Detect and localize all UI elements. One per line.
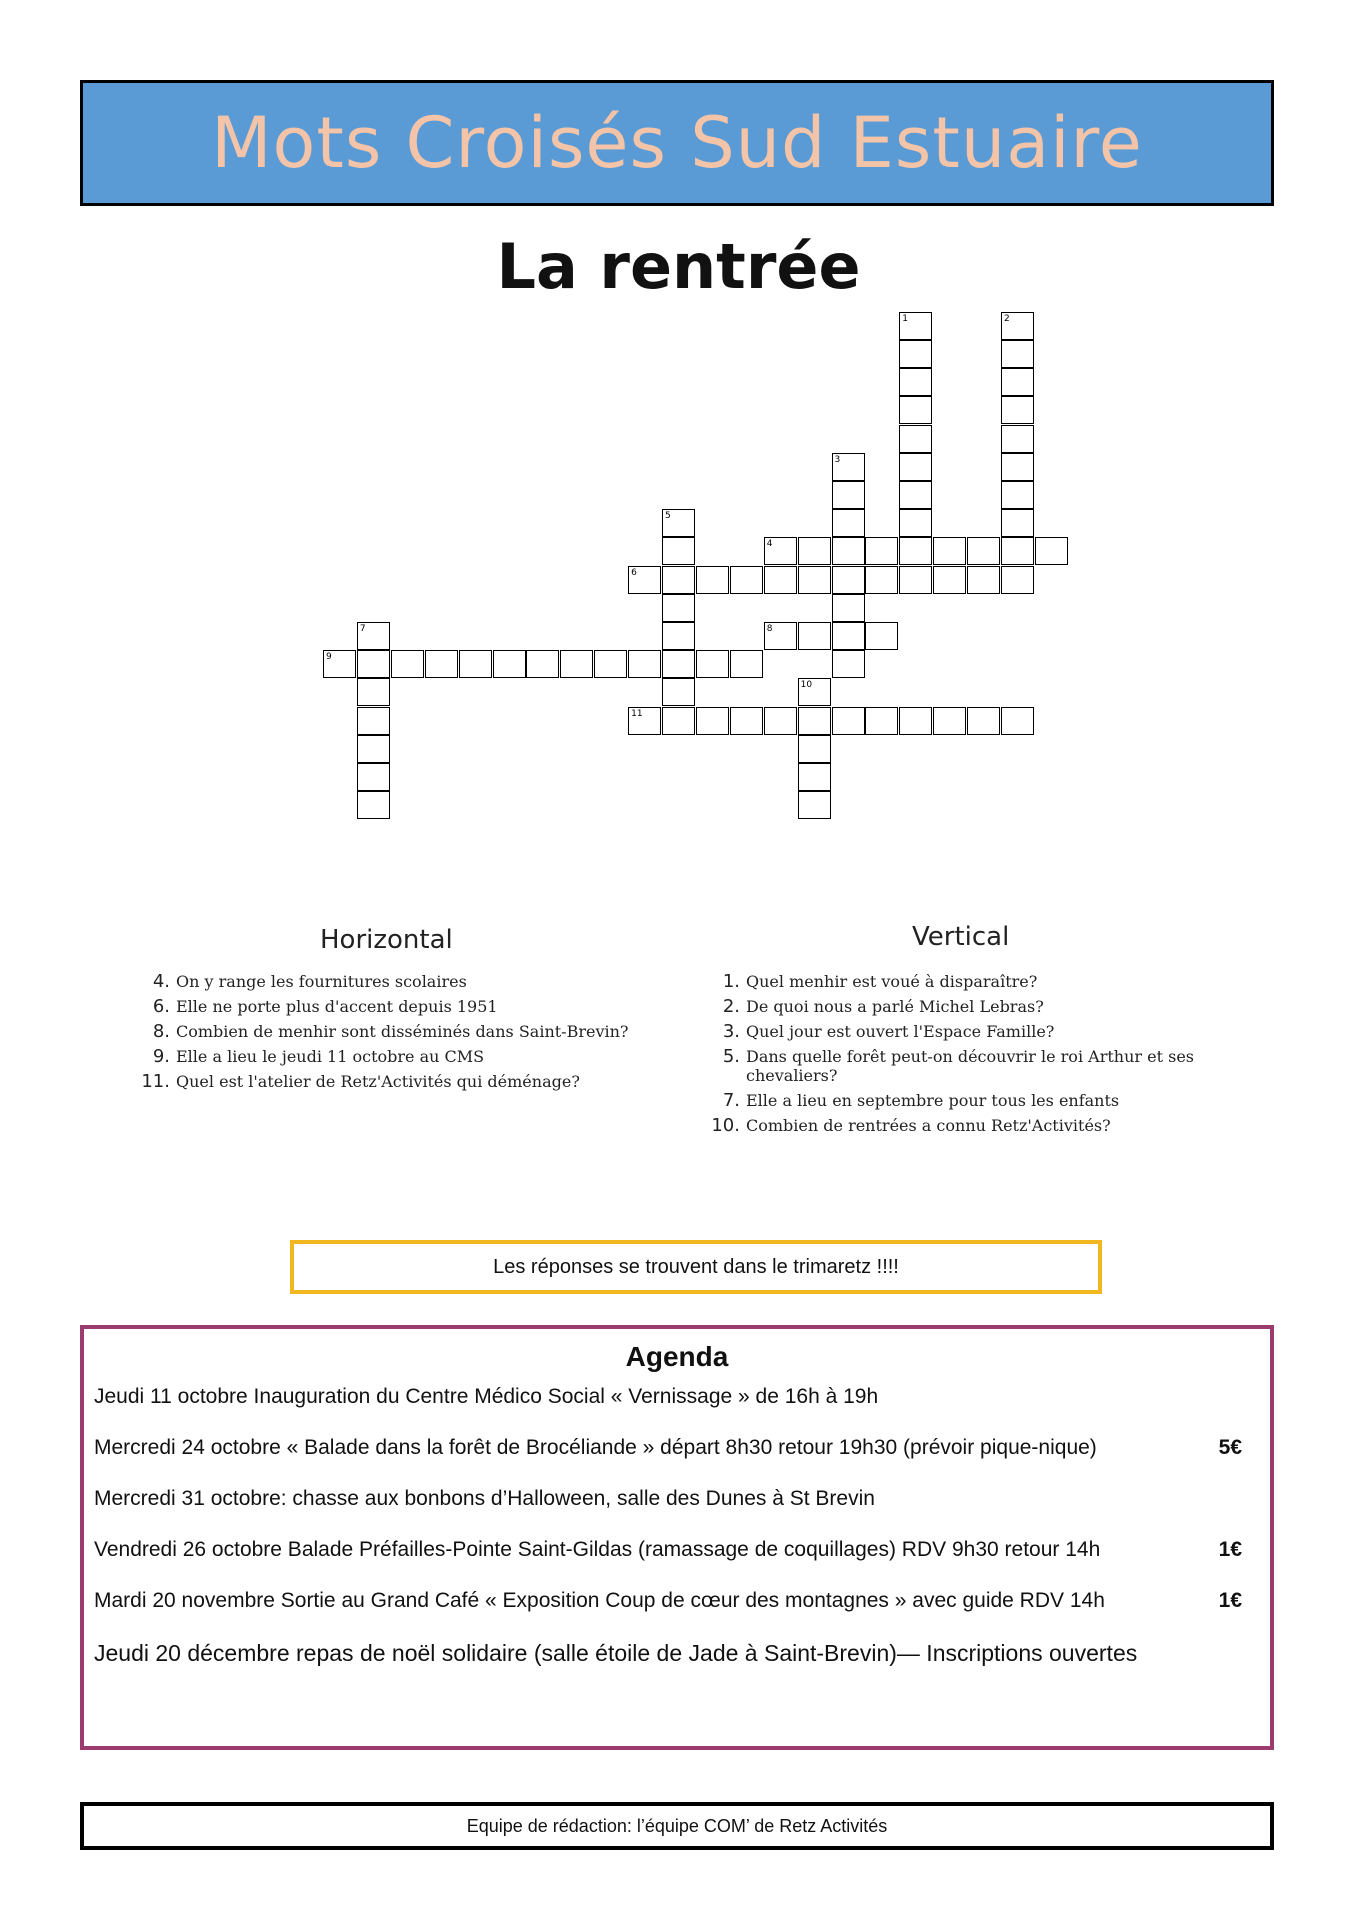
grid-cell <box>798 791 831 819</box>
clue-text: Dans quelle forêt peut-on découvrir le roi Arthur et ses chevaliers? <box>746 1047 1194 1085</box>
down-clues <box>700 972 1260 1141</box>
grid-cell <box>391 650 424 678</box>
down-heading: Vertical <box>912 922 1010 952</box>
grid-cell <box>357 763 390 791</box>
grid-cell <box>899 396 932 424</box>
clue-number: 6. <box>152 996 170 1017</box>
grid-cell <box>1001 425 1034 453</box>
clue-text: Combien de rentrées a connu Retz'Activités? <box>746 1116 1111 1135</box>
grid-number: 2 <box>1004 313 1010 324</box>
answers-note-box <box>290 1240 1102 1294</box>
clue-item <box>130 997 690 1016</box>
agenda-item-text: Vendredi 26 octobre Balade Préfailles-Pointe Saint-Gildas (ramassage de coquillages) RDV 9h30 retour 14h <box>94 1538 1101 1561</box>
grid-cell <box>899 707 932 735</box>
clue-text: On y range les fournitures scolaires <box>176 972 467 991</box>
clue-item <box>700 997 1260 1016</box>
grid-cell <box>832 481 865 509</box>
grid-cell <box>967 707 1000 735</box>
grid-cell <box>1001 707 1034 735</box>
grid-cell <box>832 537 865 565</box>
grid-cell <box>1001 368 1034 396</box>
agenda-item-text: Jeudi 11 octobre Inauguration du Centre Médico Social « Vernissage » de 16h à 19h <box>94 1385 879 1408</box>
grid-cell <box>832 566 865 594</box>
grid-cell <box>526 650 559 678</box>
agenda-item <box>94 1640 1260 1691</box>
grid-cell <box>1001 537 1034 565</box>
grid-cell <box>1001 566 1034 594</box>
puzzle-subtitle: La rentrée <box>496 230 861 303</box>
clue-item <box>700 1047 1260 1085</box>
clue-number: 10. <box>711 1115 740 1136</box>
grid-cell <box>730 707 763 735</box>
clue-text: Quel menhir est voué à disparaître? <box>746 972 1038 991</box>
grid-cell <box>560 650 593 678</box>
grid-cell <box>493 650 526 678</box>
grid-cell <box>832 650 865 678</box>
clue-number: 9. <box>152 1046 170 1067</box>
grid-cell <box>1035 537 1068 565</box>
clue-text: Elle ne porte plus d'accent depuis 1951 <box>176 997 498 1016</box>
clue-number: 5. <box>722 1046 740 1067</box>
agenda-item-text: Mardi 20 novembre Sortie au Grand Café « Exposition Coup de cœur des montagnes » avec guide RDV 14h <box>94 1589 1105 1612</box>
clue-number: 4. <box>152 971 170 992</box>
grid-cell <box>832 707 865 735</box>
clue-text: Elle a lieu en septembre pour tous les enfants <box>746 1091 1120 1110</box>
grid-cell <box>696 707 729 735</box>
grid-cell <box>459 650 492 678</box>
grid-cell <box>730 566 763 594</box>
grid-number: 7 <box>359 624 366 634</box>
agenda-item-price: 1€ <box>1218 1589 1242 1612</box>
grid-cell <box>696 650 729 678</box>
clue-number: 8. <box>152 1021 170 1042</box>
grid-cell <box>662 537 695 565</box>
grid-cell <box>899 453 932 481</box>
grid-cell <box>933 566 966 594</box>
grid-cell <box>865 537 898 565</box>
page-title: Mots Croisés Sud Estuaire <box>211 102 1143 184</box>
grid-number: 1 <box>902 313 909 324</box>
grid-cell <box>865 566 898 594</box>
agenda-item <box>94 1538 1260 1589</box>
grid-cell <box>662 594 695 622</box>
footer <box>80 1802 1274 1850</box>
grid-number: 4 <box>766 539 773 550</box>
grid-cell <box>1001 396 1034 424</box>
grid-number: 5 <box>665 511 671 522</box>
clue-text: Quel jour est ouvert l'Espace Famille? <box>746 1022 1055 1041</box>
grid-cell <box>899 537 932 565</box>
agenda-title: Agenda <box>625 1341 729 1372</box>
agenda-item-text: Jeudi 20 décembre repas de noël solidaire (salle étoile de Jade à Saint-Brevin)— Inscriptions ouvertes <box>94 1640 1138 1666</box>
clue-item <box>130 1072 690 1091</box>
grid-cell <box>967 566 1000 594</box>
agenda-item-price: 1€ <box>1218 1538 1242 1561</box>
grid-cell <box>662 650 695 678</box>
grid-cell <box>899 368 932 396</box>
agenda-item-price: 5€ <box>1218 1436 1242 1459</box>
agenda-item <box>94 1589 1260 1640</box>
grid-cell <box>1001 453 1034 481</box>
grid-cell <box>798 566 831 594</box>
grid-cell <box>1001 481 1034 509</box>
grid-cell <box>899 481 932 509</box>
agenda-item <box>94 1436 1260 1487</box>
grid-cell <box>662 707 695 735</box>
grid-cell <box>798 537 831 565</box>
clue-text: Elle a lieu le jeudi 11 octobre au CMS <box>176 1047 485 1066</box>
grid-cell <box>1001 340 1034 368</box>
answers-note: Les réponses se trouvent dans le trimaretz !!!! <box>493 1255 899 1278</box>
grid-number: 3 <box>834 454 841 465</box>
grid-cell <box>662 622 695 650</box>
grid-cell <box>696 566 729 594</box>
clue-number: 7. <box>722 1090 740 1111</box>
clue-item <box>130 1022 690 1041</box>
grid-cell <box>662 566 695 594</box>
grid-cell <box>832 594 865 622</box>
clue-item <box>130 1047 690 1066</box>
clue-number: 1. <box>722 971 740 992</box>
grid-cell <box>899 425 932 453</box>
across-clues <box>130 972 690 1097</box>
grid-cell <box>899 566 932 594</box>
grid-cell <box>865 622 898 650</box>
clue-text: Combien de menhir sont disséminés dans Saint-Brevin? <box>176 1022 629 1041</box>
clue-number: 11. <box>141 1071 170 1092</box>
agenda-item <box>94 1385 1260 1436</box>
grid-cell <box>662 678 695 706</box>
agenda-item-text: Mercredi 24 octobre « Balade dans la forêt de Brocéliande » départ 8h30 retour 19h30 (prévoir pique-nique) <box>94 1436 1097 1459</box>
grid-cell <box>899 340 932 368</box>
clue-item <box>130 972 690 991</box>
agenda-list <box>94 1385 1260 1691</box>
agenda-item-text: Mercredi 31 octobre: chasse aux bonbons d’Halloween, salle des Dunes à St Brevin <box>94 1487 875 1510</box>
grid-cell <box>1001 509 1034 537</box>
grid-number: 9 <box>326 652 332 663</box>
grid-cell <box>357 707 390 735</box>
clue-number: 3. <box>722 1021 740 1042</box>
grid-number: 6 <box>631 567 637 578</box>
grid-cell <box>933 707 966 735</box>
clue-text: De quoi nous a parlé Michel Lebras? <box>746 997 1044 1016</box>
grid-cell <box>798 735 831 763</box>
grid-cell <box>357 678 390 706</box>
grid-cell <box>832 622 865 650</box>
grid-cell <box>933 537 966 565</box>
clue-item <box>700 1091 1260 1110</box>
clue-number: 2. <box>722 996 740 1017</box>
grid-number: 10 <box>800 680 813 691</box>
grid-cell <box>594 650 627 678</box>
across-heading: Horizontal <box>320 925 453 955</box>
grid-cell <box>628 650 661 678</box>
clue-item <box>700 1022 1260 1041</box>
grid-cell <box>357 735 390 763</box>
clue-item <box>700 972 1260 991</box>
grid-cell <box>798 763 831 791</box>
agenda-box <box>80 1325 1274 1750</box>
grid-number: 8 <box>766 624 773 634</box>
clue-item <box>700 1116 1260 1135</box>
title-banner <box>80 80 1274 206</box>
grid-cell <box>865 707 898 735</box>
grid-cell <box>798 707 831 735</box>
grid-cell <box>357 650 390 678</box>
grid-cell <box>832 509 865 537</box>
grid-cell <box>967 537 1000 565</box>
clue-text: Quel est l'atelier de Retz'Activités qui déménage? <box>176 1072 580 1091</box>
grid-cell <box>425 650 458 678</box>
grid-cell <box>730 650 763 678</box>
agenda-item <box>94 1487 1260 1538</box>
grid-cell <box>764 566 797 594</box>
grid-cell <box>764 707 797 735</box>
grid-cell <box>357 791 390 819</box>
footer-text: Equipe de rédaction: l’équipe COM’ de Retz Activités <box>466 1815 888 1836</box>
grid-cell <box>798 622 831 650</box>
grid-number: 11 <box>631 708 643 719</box>
grid-cell <box>899 509 932 537</box>
